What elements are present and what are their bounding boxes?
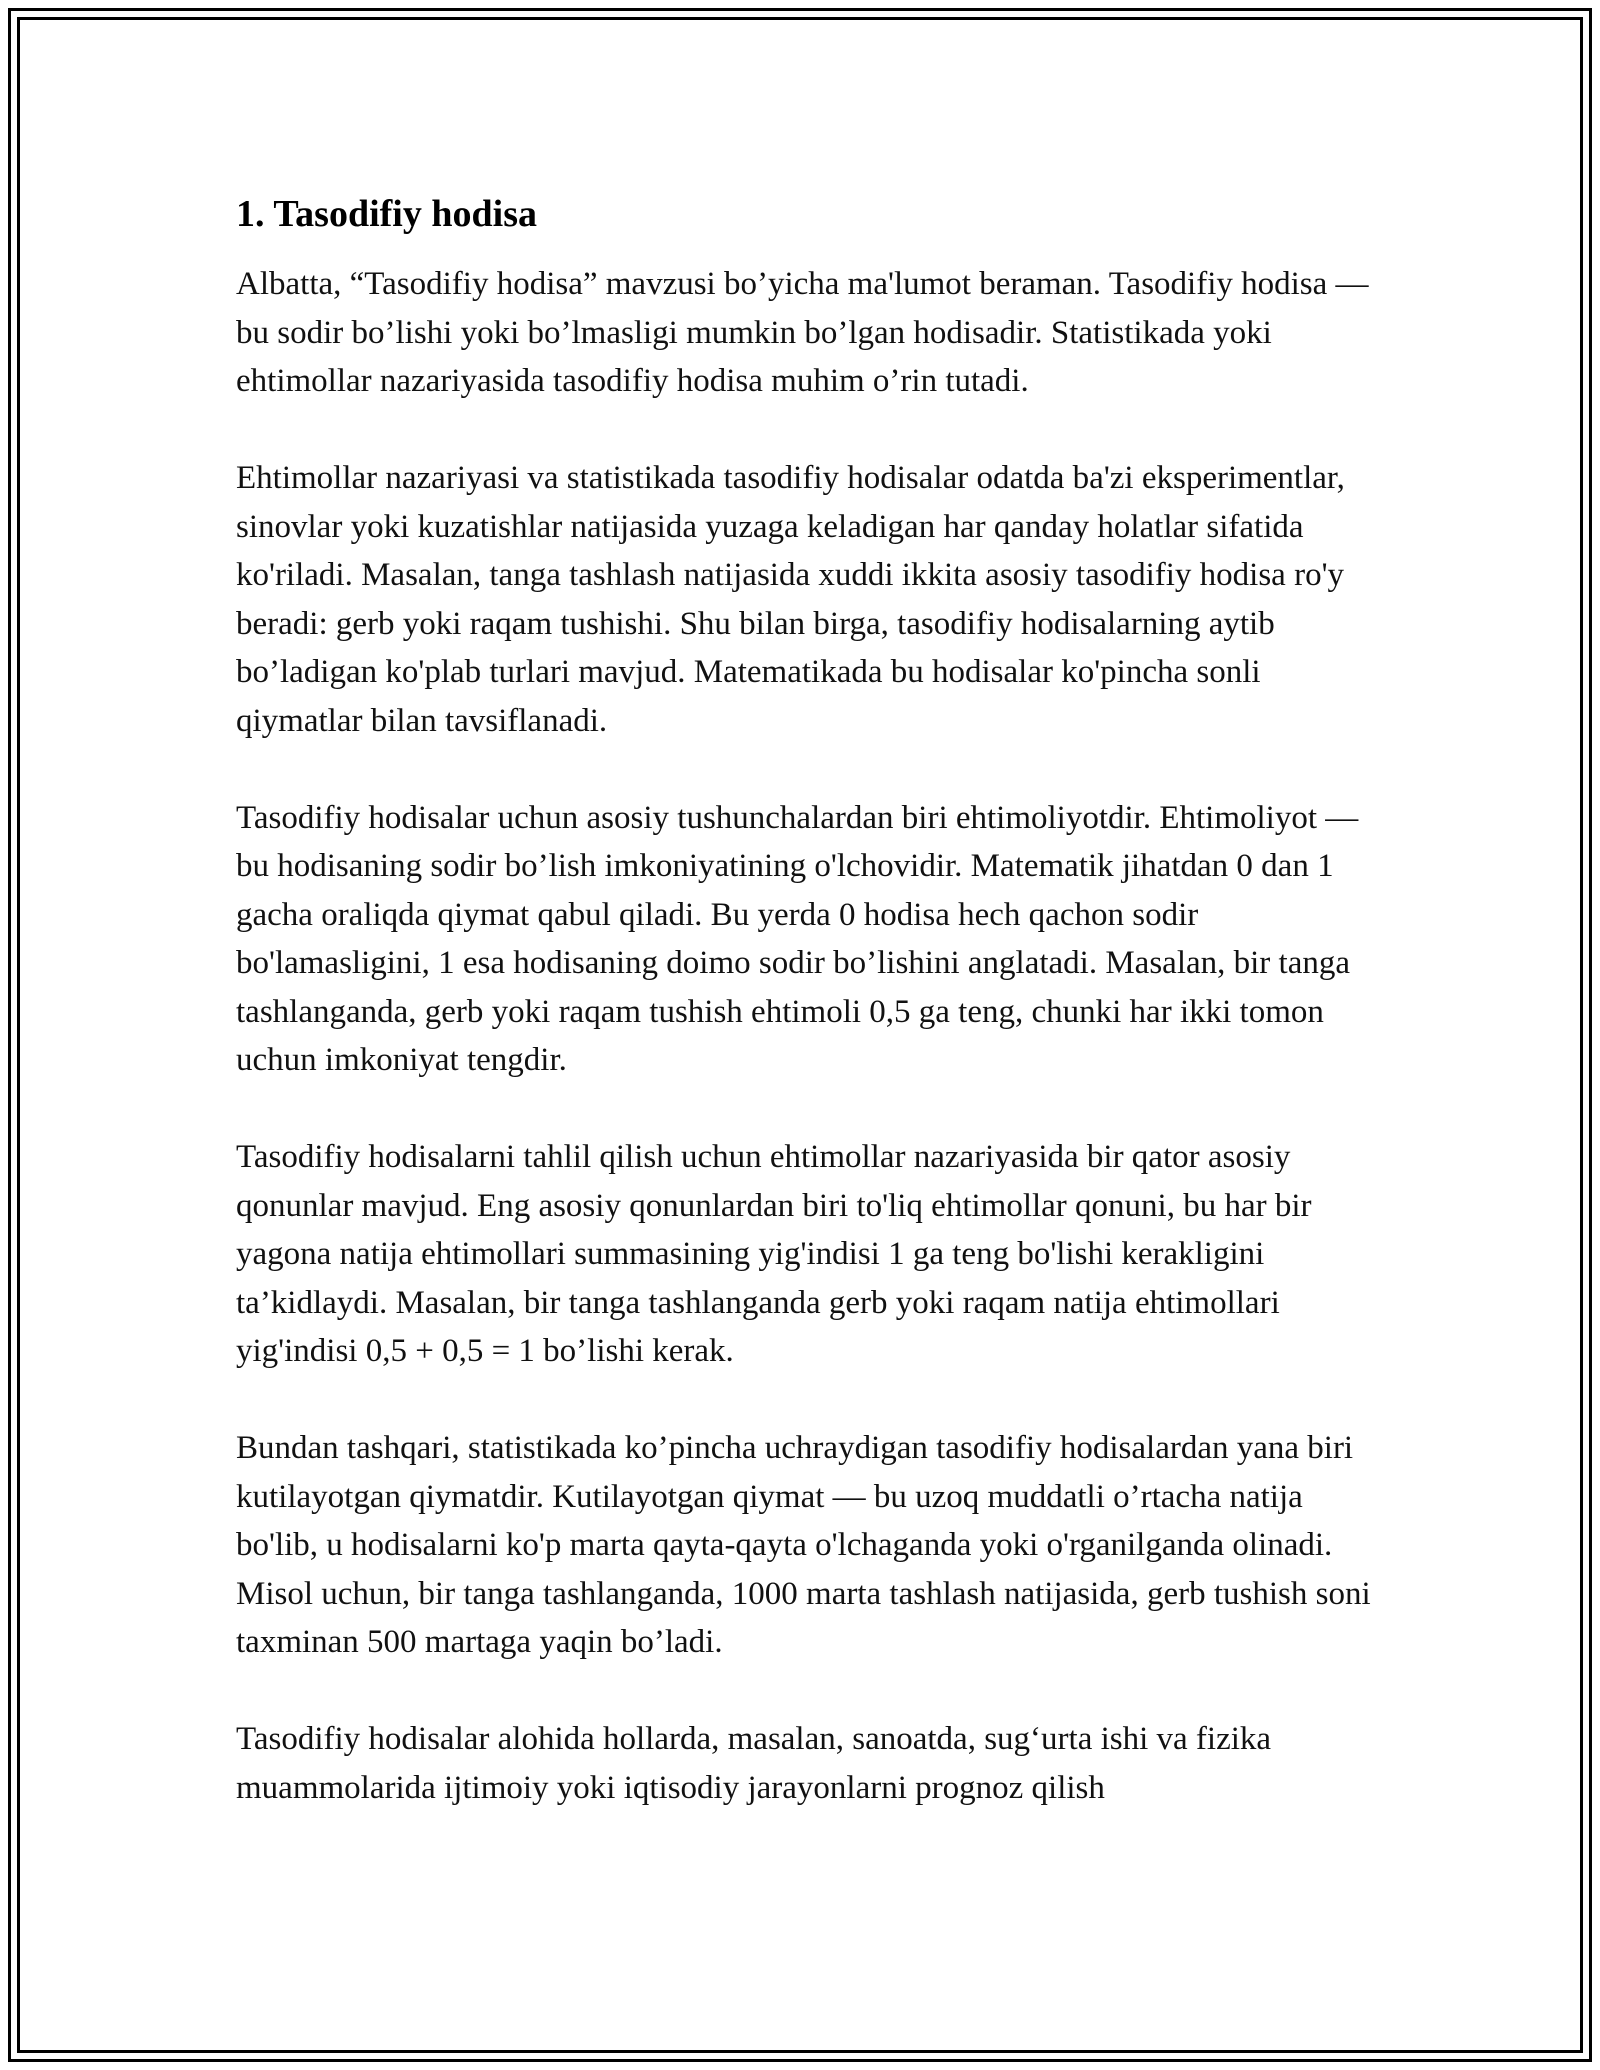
paragraph-4: Tasodifiy hodisalarni tahlil qilish uchun ehtimollar nazariyasida bir qator asosiy qonunlar mavjud. Eng asosiy qonunlardan biri to'liq ehtimollar qonuni, bu har bir yagona natija ehtimollari summasining yig'indisi 1 ga teng bo'lishi kerakligini ta’kidlaydi. Masalan, bir tanga tashlanganda gerb yoki raqam natija ehtimollari yig'indisi 0,5 + 0,5 = 1 bo’lishi kerak. [236, 1139, 1312, 1369]
paragraph-6: Tasodifiy hodisalar alohida hollarda, masalan, sanoatda, sug‘urta ishi va fizika muammolarida ijtimoiy yoki iqtisodiy jarayonlarni prognoz qilish [236, 1721, 1272, 1806]
section-heading: 1. Tasodifiy hodisa [236, 193, 537, 235]
paragraph-3: Tasodifiy hodisalar uchun asosiy tushunchalardan biri ehtimoliyotdir. Ehtimoliyot — bu hodisaning sodir bo’lish imkoniyatining o'lchovidir. Matematik jihatdan 0 dan 1 gacha oraliqda qiymat qabul qiladi. Bu yerda 0 hodisa hech qachon sodir bo'lamasligini, 1 esa hodisaning doimo sodir bo’lishini anglatadi. Masalan, bir tanga tashlanganda, gerb yoki raqam tushish ehtimoli 0,5 ga teng, chunki har ikki tomon uchun imkoniyat tengdir. [236, 799, 1359, 1078]
paragraph-5: Bundan tashqari, statistikada ko’pincha uchraydigan tasodifiy hodisalardan yana biri kutilayotgan qiymatdir. Kutilayotgan qiymat — bu uzoq muddatli o’rtacha natija bo'lib, u hodisalarni ko'p marta qayta-qayta o'lchaganda yoki o'rganilganda olinadi. Misol uchun, bir tanga tashlanganda, 1000 marta tashlash natijasida, gerb tushish soni taxminan 500 martaga yaqin bo’ladi. [236, 1430, 1371, 1660]
paragraph-2: Ehtimollar nazariyasi va statistikada tasodifiy hodisalar odatda ba'zi eksperimentlar, sinovlar yoki kuzatishlar natijasida yuzaga keladigan har qanday holatlar sifatida ko'riladi. Masalan, tanga tashlash natijasida xuddi ikkita asosiy tasodifiy hodisa ro'y beradi: gerb yoki raqam tushishi. Shu bilan birga, tasodifiy hodisalarning aytib bo’ladigan ko'plab turlari mavjud. Matematikada bu hodisalar ko'pincha sonli qiymatlar bilan tavsiflanadi. [236, 460, 1345, 739]
document-body [236, 188, 1376, 1861]
paragraph-1: Albatta, “Tasodifiy hodisa” mavzusi bo’yicha ma'lumot beraman. Tasodifiy hodisa — bu sodir bo’lishi yoki bo’lmasligi mumkin bo’lgan hodisadir. Statistikada yoki ehtimollar nazariyasida tasodifiy hodisa muhim o’rin tutadi. [236, 266, 1369, 399]
